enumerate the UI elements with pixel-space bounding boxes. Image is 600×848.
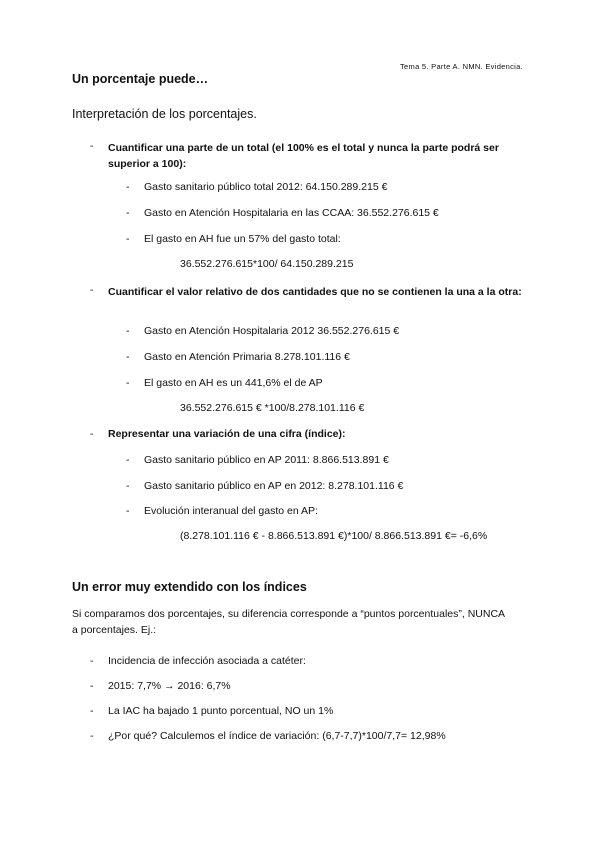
item2-sub1: Gasto en Atención Hospitalaria 2012 36.552.276.615 €: [144, 325, 400, 337]
section2-title: Un error muy extendido con los índices: [72, 580, 307, 594]
item1-formula: 36.552.276.615*100/ 64.150.289.215: [180, 258, 354, 270]
item3-sub2-dash: -: [126, 480, 130, 492]
item2-formula: 36.552.276.615 € *100/8.278.101.116 €: [180, 402, 365, 414]
section1-title: Un porcentaje puede…: [72, 72, 209, 86]
item2-sub3-dash: -: [126, 377, 130, 389]
item2-heading: Cuantificar el valor relativo de dos cantidades que no se contienen la una a la otra:: [108, 286, 522, 298]
item2-sub3: El gasto en AH es un 441,6% el de AP: [144, 377, 323, 389]
item1-sub3-dash: -: [126, 233, 130, 245]
item2-sub2: Gasto en Atención Primaria 8.278.101.116 €: [144, 351, 350, 363]
item2-sub2-dash: -: [126, 351, 130, 363]
item3-sub3-dash: -: [126, 505, 130, 517]
item3-sub3: Evolución interanual del gasto en AP:: [144, 505, 318, 517]
s2-bullet1-dash: -: [90, 655, 94, 667]
item1-dash: -: [90, 140, 94, 152]
item3-sub1: Gasto sanitario público en AP 2011: 8.866.513.891 €: [144, 454, 389, 466]
item1-sub1-dash: -: [126, 181, 130, 193]
s2-bullet4: ¿Por qué? Calculemos el índice de variación: (6,7-7,7)*100/7,7= 12,98%: [108, 730, 446, 742]
section2-intro: Si comparamos dos porcentajes, su diferencia corresponde a “puntos porcentuales”, NUNCA a porcentajes. Ej.:: [72, 608, 505, 636]
s2-bullet3: La IAC ha bajado 1 punto porcentual, NO un 1%: [108, 705, 334, 717]
item1-sub2: Gasto en Atención Hospitalaria en las CCAA: 36.552.276.615 €: [144, 207, 439, 219]
item3-formula: (8.278.101.116 € - 8.866.513.891 €)*100/ 8.866.513.891 €= -6,6%: [180, 530, 488, 542]
s2-bullet3-dash: -: [90, 705, 94, 717]
item1-sub3: El gasto en AH fue un 57% del gasto total:: [144, 233, 341, 245]
item1-sub1: Gasto sanitario público total 2012: 64.150.289.215 €: [144, 181, 388, 193]
s2-bullet1: Incidencia de infección asociada a catéter:: [108, 655, 306, 667]
item1-sub2-dash: -: [126, 207, 130, 219]
item2-dash: -: [90, 284, 94, 296]
item3-heading: Representar una variación de una cifra (índice):: [108, 428, 346, 440]
item3-sub1-dash: -: [126, 454, 130, 466]
s2-bullet4-dash: -: [90, 730, 94, 742]
item3-dash: -: [90, 428, 94, 440]
item3-sub2: Gasto sanitario público en AP en 2012: 8.278.101.116 €: [144, 480, 404, 492]
item1-heading: Cuantificar una parte de un total (el 100% es el total y nunca la parte podrá ser superior a 100):: [108, 142, 499, 170]
section1-subtitle: Interpretación de los porcentajes.: [72, 107, 257, 121]
s2-bullet2: 2015: 7,7% → 2016: 6,7%: [108, 680, 231, 692]
header-note: Tema 5. Parte A. NMN. Evidencia.: [400, 62, 523, 71]
item2-sub1-dash: -: [126, 325, 130, 337]
s2-bullet2-dash: -: [90, 680, 94, 692]
